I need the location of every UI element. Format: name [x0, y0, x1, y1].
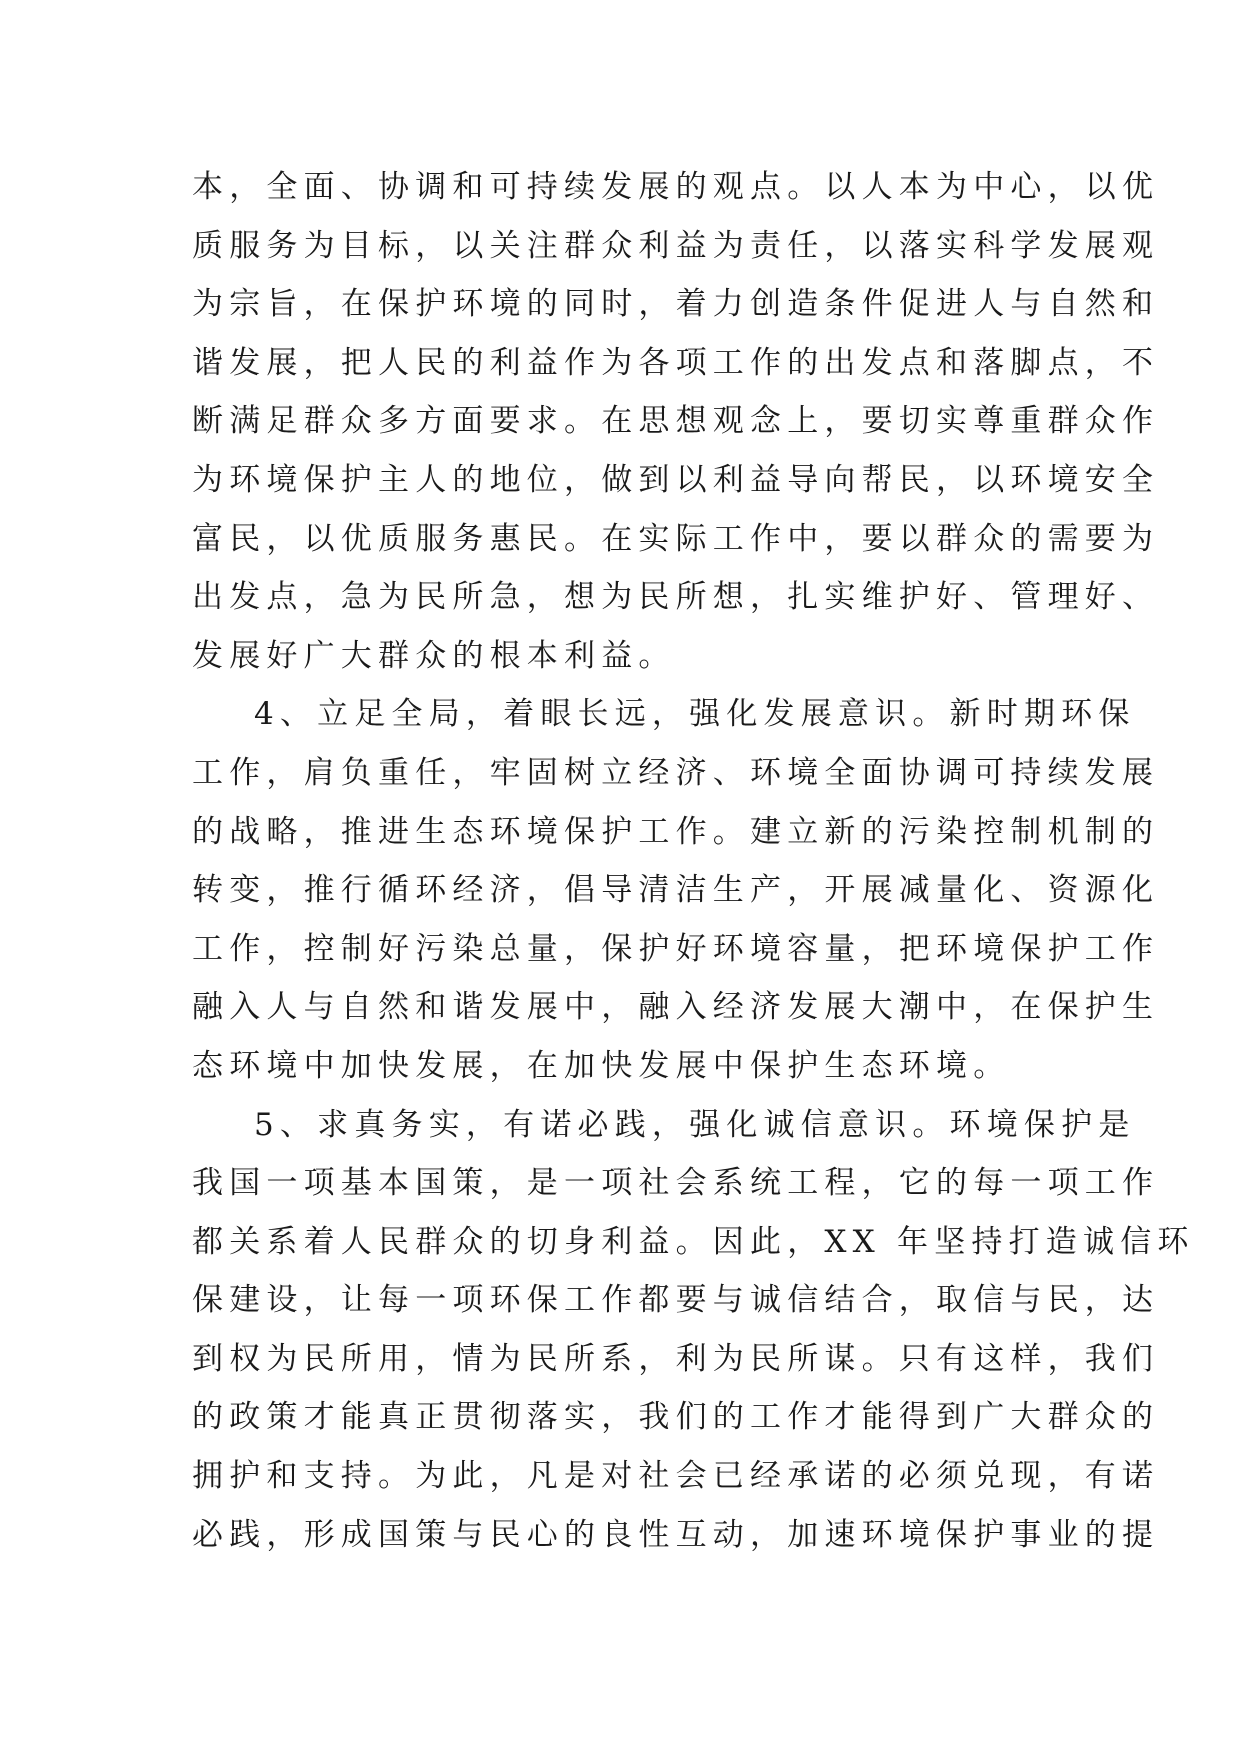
text-line: 态环境中加快发展，在加快发展中保护生态环境。 — [192, 1047, 1011, 1084]
text-line: 质服务为目标，以关注群众利益为责任，以落实科学发展观 — [192, 227, 1160, 264]
text-line: 断满足群众多方面要求。在思想观念上，要切实尊重群众作 — [192, 403, 1160, 440]
text-line: 转变，推行循环经济，倡导清洁生产，开展减量化、资源化 — [192, 872, 1160, 909]
text-line: 必践，形成国策与民心的良性互动，加速环境保护事业的提 — [192, 1516, 1160, 1553]
paragraph-heading-5: 5、求真务实，有诺必践，强化诚信意识。环境保护是 — [254, 1106, 1136, 1143]
text-line: 富民，以优质服务惠民。在实际工作中，要以群众的需要为 — [192, 520, 1160, 557]
body-text — [192, 158, 1195, 1564]
text-line: 都关系着人民群众的切身利益。因此，XX 年坚持打造诚信环 — [192, 1223, 1195, 1260]
text-line: 拥护和支持。为此，凡是对社会已经承诺的必须兑现，有诺 — [192, 1458, 1160, 1495]
text-line: 谐发展，把人民的利益作为各项工作的出发点和落脚点，不 — [192, 344, 1160, 381]
text-line: 的政策才能真正贯彻落实，我们的工作才能得到广大群众的 — [192, 1399, 1160, 1436]
text-line: 融入人与自然和谐发展中，融入经济发展大潮中，在保护生 — [192, 989, 1160, 1026]
paragraph-heading-4: 4、立足全局，着眼长远，强化发展意识。新时期环保 — [254, 696, 1136, 733]
text-line: 为宗旨，在保护环境的同时，着力创造条件促进人与自然和 — [192, 286, 1160, 323]
text-line: 为环境保护主人的地位，做到以利益导向帮民，以环境安全 — [192, 461, 1160, 498]
text-line: 我国一项基本国策，是一项社会系统工程，它的每一项工作 — [192, 1165, 1160, 1202]
text-line: 的战略，推进生态环境保护工作。建立新的污染控制机制的 — [192, 813, 1160, 850]
text-line: 发展好广大群众的根本利益。 — [192, 637, 676, 674]
text-line: 到权为民所用，情为民所系，利为民所谋。只有这样，我们 — [192, 1340, 1160, 1377]
text-line: 本，全面、协调和可持续发展的观点。以人本为中心，以优 — [192, 169, 1160, 205]
text-line: 保建设，让每一项环保工作都要与诚信结合，取信与民，达 — [192, 1282, 1160, 1319]
text-line: 工作，控制好污染总量，保护好环境容量，把环境保护工作 — [192, 930, 1160, 967]
text-line: 出发点，急为民所急，想为民所想，扎实维护好、管理好、 — [192, 579, 1160, 616]
text-line: 工作，肩负重任，牢固树立经济、环境全面协调可持续发展 — [192, 754, 1160, 791]
